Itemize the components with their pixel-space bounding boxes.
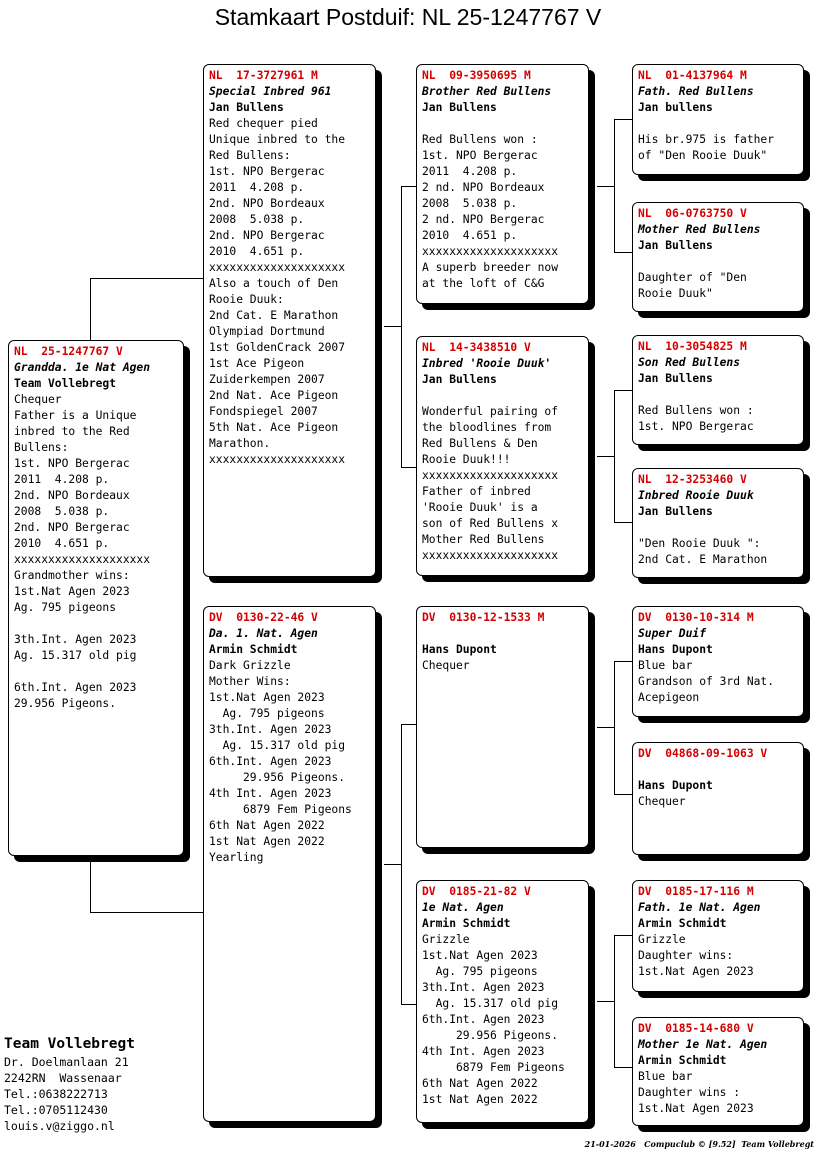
info-line: 6th.Int. Agen 2023 [14, 681, 137, 694]
page-title: Stamkaart Postduif: NL 25-1247767 V [214, 4, 602, 30]
info-line: 3th.Int. Agen 2023 [422, 981, 545, 994]
connector-line [90, 856, 91, 912]
info-line: Mother Wins: [209, 675, 291, 688]
pigeon-name: Mother 1e Nat. Agen [638, 1038, 768, 1051]
info-line: 6879 Fem Pigeons [209, 803, 352, 816]
info-line: His br.975 is father [638, 133, 775, 146]
info-line: "Den Rooie Duuk ": [638, 537, 761, 550]
team-name: Team Vollebregt [4, 1036, 135, 1052]
pigeon-name: Brother Red Bullens [422, 85, 552, 98]
info-line: son of Red Bullens x [422, 517, 559, 530]
footer-team: Team Vollebregt [741, 1139, 814, 1149]
info-line: Red Bullens won : [422, 133, 538, 146]
connector-line [614, 1067, 632, 1068]
info-line: Acepigeon [638, 691, 700, 704]
info-line: 2nd. NPO Bordeaux [14, 489, 130, 502]
ring-number: DV 0185-14-680 V [638, 1022, 754, 1035]
owner-name: Jan Bullens [638, 505, 713, 518]
team-city: 2242RN Wassenaar [4, 1071, 122, 1085]
info-line: 1st GoldenCrack 2007 [209, 341, 346, 354]
connector-line [614, 935, 615, 1068]
pigeon-name [422, 626, 583, 642]
team-email: louis.v@ziggo.nl [4, 1119, 115, 1133]
info-line: of "Den Rooie Duuk" [638, 149, 768, 162]
pigeon-card-fm-mother [632, 468, 804, 578]
connector-line [614, 661, 632, 662]
connector-line [614, 252, 632, 253]
owner-name: Team Vollebregt [14, 377, 117, 390]
owner-name: Jan Bullens [209, 101, 284, 114]
info-line: xxxxxxxxxxxxxxxxxxxx [14, 553, 151, 566]
info-line: 2010 4.651 p. [209, 245, 305, 258]
info-line [14, 664, 178, 680]
info-line: Ag. 15.317 old pig [422, 997, 559, 1010]
info-line: 2008 5.038 p. [209, 213, 305, 226]
info-line: 1st.Nat Agen 2023 [638, 965, 754, 978]
pigeon-name: Fath. Red Bullens [638, 85, 754, 98]
info-line: xxxxxxxxxxxxxxxxxxxx [422, 549, 559, 562]
info-line [14, 616, 178, 632]
info-line: 'Rooie Duuk' is a [422, 501, 538, 514]
info-line: 4th Int. Agen 2023 [422, 1045, 545, 1058]
info-line: 29.956 Pigeons. [422, 1029, 559, 1042]
ring-number: DV 0130-10-314 M [638, 611, 754, 624]
info-line: 2 nd. NPO Bergerac [422, 213, 545, 226]
info-line: 6th.Int. Agen 2023 [209, 755, 332, 768]
pigeon-card-mother-father [416, 606, 589, 848]
footer-date: 21-01-2026 [584, 1139, 636, 1149]
pigeon-card-ff-father [632, 64, 804, 175]
connector-line [401, 724, 402, 1005]
connector-line [614, 661, 615, 795]
info-line: 1st Nat Agen 2022 [422, 1093, 538, 1106]
info-line: xxxxxxxxxxxxxxxxxxxx [422, 245, 559, 258]
pigeon-card-subject [8, 340, 184, 856]
info-line: Father of inbred [422, 485, 531, 498]
footer [585, 1139, 814, 1149]
info-line: 2nd Cat. E Marathon [638, 553, 768, 566]
info-line: Fondspiegel 2007 [209, 405, 318, 418]
connector-line [597, 456, 615, 457]
info-line: Ag. 15.317 old pig [209, 739, 346, 752]
info-line: Olympiad Dortmund [209, 325, 325, 338]
owner-name: Jan Bullens [422, 373, 497, 386]
info-line: 3th.Int. Agen 2023 [209, 723, 332, 736]
info-line: Blue bar [638, 1070, 693, 1083]
info-line: Wonderful pairing of [422, 405, 559, 418]
info-line: 3th.Int. Agen 2023 [14, 633, 137, 646]
pigeon-name: Inbred Rooie Duuk [638, 489, 754, 502]
info-line: at the loft of C&G [422, 277, 545, 290]
info-line: 2010 4.651 p. [14, 537, 110, 550]
info-line: 2011 4.208 p. [422, 165, 518, 178]
ring-number: DV 04868-09-1063 V [638, 747, 768, 760]
info-line: Zuiderkempen 2007 [209, 373, 325, 386]
info-line: 1st. NPO Bergerac [422, 149, 538, 162]
info-line: Red Bullens won : [638, 404, 754, 417]
info-line [638, 520, 798, 536]
connector-line [90, 912, 204, 913]
connector-line [90, 278, 204, 279]
pigeon-card-mm-mother [632, 1017, 804, 1126]
info-line: Ag. 795 pigeons [422, 965, 538, 978]
info-line: 1st.Nat Agen 2023 [14, 585, 130, 598]
info-line: 1st. NPO Bergerac [209, 165, 325, 178]
owner-name: Jan bullens [638, 101, 713, 114]
ring-number: NL 12-3253460 V [638, 473, 747, 486]
info-line: Ag. 795 pigeons [14, 601, 117, 614]
pigeon-name: Son Red Bullens [638, 356, 741, 369]
info-line: Grandson of 3rd Nat. [638, 675, 775, 688]
info-line: Rooie Duuk" [638, 287, 713, 300]
ring-number: NL 25-1247767 V [14, 345, 123, 358]
info-line [638, 387, 798, 403]
connector-line [597, 727, 615, 728]
pigeon-card-father-mother [416, 336, 589, 576]
info-line: Ag. 15.317 old pig [14, 649, 137, 662]
connector-line [401, 724, 417, 725]
info-line [422, 116, 583, 132]
info-line: 2nd. NPO Bergerac [209, 229, 325, 242]
info-line: 1st.Nat Agen 2023 [638, 1102, 754, 1115]
ring-number: NL 17-3727961 M [209, 69, 318, 82]
pigeon-name [638, 762, 798, 778]
pigeon-name: Super Duif [638, 627, 707, 640]
info-line: the bloodlines from [422, 421, 552, 434]
info-line: Chequer [422, 659, 470, 672]
info-line: Also a touch of Den [209, 277, 339, 290]
info-line: 2nd. NPO Bergerac [14, 521, 130, 534]
owner-name: Armin Schmidt [638, 1054, 727, 1067]
info-line [422, 388, 583, 404]
info-line: 6th Nat Agen 2022 [209, 819, 325, 832]
connector-line [401, 1004, 417, 1005]
info-line: Bullens: [14, 441, 69, 454]
info-line: Daughter wins: [638, 949, 734, 962]
pigeon-card-father [203, 64, 376, 577]
connector-line [614, 522, 632, 523]
connector-line [597, 1001, 615, 1002]
info-line: 6th Nat Agen 2022 [422, 1077, 538, 1090]
owner-name: Hans Dupont [638, 643, 713, 656]
owner-name: Jan Bullens [638, 372, 713, 385]
connector-line [614, 390, 632, 391]
info-line: xxxxxxxxxxxxxxxxxxxx [209, 453, 346, 466]
info-line: 2nd. NPO Bordeaux [209, 197, 325, 210]
pigeon-name: Fath. 1e Nat. Agen [638, 901, 761, 914]
connector-line [401, 186, 402, 468]
info-line: 2 nd. NPO Bordeaux [422, 181, 545, 194]
connector-line [614, 935, 632, 936]
info-line: A superb breeder now [422, 261, 559, 274]
connector-line [614, 119, 632, 120]
pigeon-card-mm-father [632, 880, 804, 992]
info-line: 2011 4.208 p. [209, 181, 305, 194]
info-line: 6879 Fem Pigeons [422, 1061, 565, 1074]
ring-number: DV 0130-22-46 V [209, 611, 318, 624]
footer-software: Compuclub © [9.52] [644, 1139, 736, 1149]
info-line: Red chequer pied [209, 117, 318, 130]
info-line: Grizzle [422, 933, 470, 946]
info-line: inbred to the Red [14, 425, 130, 438]
pigeon-card-mf-father [632, 606, 804, 717]
owner-name: Armin Schmidt [422, 917, 511, 930]
ring-number: NL 14-3438510 V [422, 341, 531, 354]
owner-name: Hans Dupont [638, 779, 713, 792]
ring-number: DV 0185-17-116 M [638, 885, 754, 898]
info-line: Father is a Unique [14, 409, 137, 422]
pigeon-name: Mother Red Bullens [638, 223, 761, 236]
connector-line [614, 390, 615, 523]
info-line: 2008 5.038 p. [14, 505, 110, 518]
info-line: Marathon. [209, 437, 271, 450]
info-line: Chequer [638, 795, 686, 808]
pigeon-name: Special Inbred 961 [209, 85, 332, 98]
owner-name: Jan Bullens [422, 101, 497, 114]
info-line: 29.956 Pigeons. [14, 697, 117, 710]
info-line: 1st. NPO Bergerac [14, 457, 130, 470]
team-phone-2: Tel.:0705112430 [4, 1103, 108, 1117]
info-line: Yearling [209, 851, 264, 864]
pigeon-name: Da. 1. Nat. Agen [209, 627, 318, 640]
pigeon-name: Inbred 'Rooie Duuk' [422, 357, 552, 370]
owner-name: Hans Dupont [422, 643, 497, 656]
info-line: xxxxxxxxxxxxxxxxxxxx [422, 469, 559, 482]
pigeon-card-father-father [416, 64, 589, 304]
connector-line [384, 326, 402, 327]
info-line: 4th Int. Agen 2023 [209, 787, 332, 800]
info-line: Daughter of "Den [638, 271, 747, 284]
ring-number: NL 01-4137964 M [638, 69, 747, 82]
info-line: 1st.Nat Agen 2023 [422, 949, 538, 962]
ring-number: DV 0185-21-82 V [422, 885, 531, 898]
pigeon-card-fm-father [632, 335, 804, 445]
owner-name: Armin Schmidt [209, 643, 298, 656]
ring-number: NL 10-3054825 M [638, 340, 747, 353]
pigeon-card-mother [203, 606, 376, 1122]
pigeon-card-mother-mother [416, 880, 589, 1123]
team-address: Dr. Doelmanlaan 21 [4, 1055, 129, 1069]
info-line [638, 116, 798, 132]
ring-number: NL 09-3950695 M [422, 69, 531, 82]
info-line: 6th.Int. Agen 2023 [422, 1013, 545, 1026]
info-line: 2nd Nat. Ace Pigeon [209, 389, 339, 402]
team-phone-1: Tel.:0638222713 [4, 1087, 108, 1101]
info-line: 2010 4.651 p. [422, 229, 518, 242]
connector-line [401, 186, 417, 187]
info-line: 5th Nat. Ace Pigeon [209, 421, 339, 434]
owner-name: Jan Bullens [638, 239, 713, 252]
info-line: 2008 5.038 p. [422, 197, 518, 210]
info-line: Rooie Duuk!!! [422, 453, 511, 466]
connector-line [614, 119, 615, 253]
info-line: Grandmother wins: [14, 569, 130, 582]
info-line: Blue bar [638, 659, 693, 672]
info-line [638, 254, 798, 270]
pigeon-name: 1e Nat. Agen [422, 901, 504, 914]
info-line: xxxxxxxxxxxxxxxxxxxx [209, 261, 346, 274]
pigeon-card-mf-mother [632, 742, 804, 855]
info-line: Grizzle [638, 933, 686, 946]
connector-line [614, 794, 632, 795]
info-line: 1st Nat Agen 2022 [209, 835, 325, 848]
pigeon-card-ff-mother [632, 202, 804, 312]
info-line: 1st. NPO Bergerac [638, 420, 754, 433]
info-line: Unique inbred to the [209, 133, 346, 146]
info-line: 1st.Nat Agen 2023 [209, 691, 325, 704]
connector-line [384, 864, 402, 865]
info-line: 29.956 Pigeons. [209, 771, 346, 784]
ring-number: DV 0130-12-1533 M [422, 611, 545, 624]
info-line: Ag. 795 pigeons [209, 707, 325, 720]
info-line: Daughter wins : [638, 1086, 741, 1099]
info-line: 2011 4.208 p. [14, 473, 110, 486]
info-line: Red Bullens & Den [422, 437, 538, 450]
owner-name: Armin Schmidt [638, 917, 727, 930]
info-line: Dark Grizzle [209, 659, 291, 672]
info-line: 2nd Cat. E Marathon [209, 309, 339, 322]
team-block [4, 1034, 135, 1134]
info-line: Mother Red Bullens [422, 533, 545, 546]
info-line: Rooie Duuk: [209, 293, 284, 306]
info-line: Red Bullens: [209, 149, 291, 162]
connector-line [401, 467, 417, 468]
pigeon-name: Grandda. 1e Nat Agen [14, 361, 151, 374]
connector-line [597, 186, 615, 187]
info-line: 1st Ace Pigeon [209, 357, 305, 370]
info-line: Chequer [14, 393, 62, 406]
ring-number: NL 06-0763750 V [638, 207, 747, 220]
connector-line [90, 278, 91, 340]
